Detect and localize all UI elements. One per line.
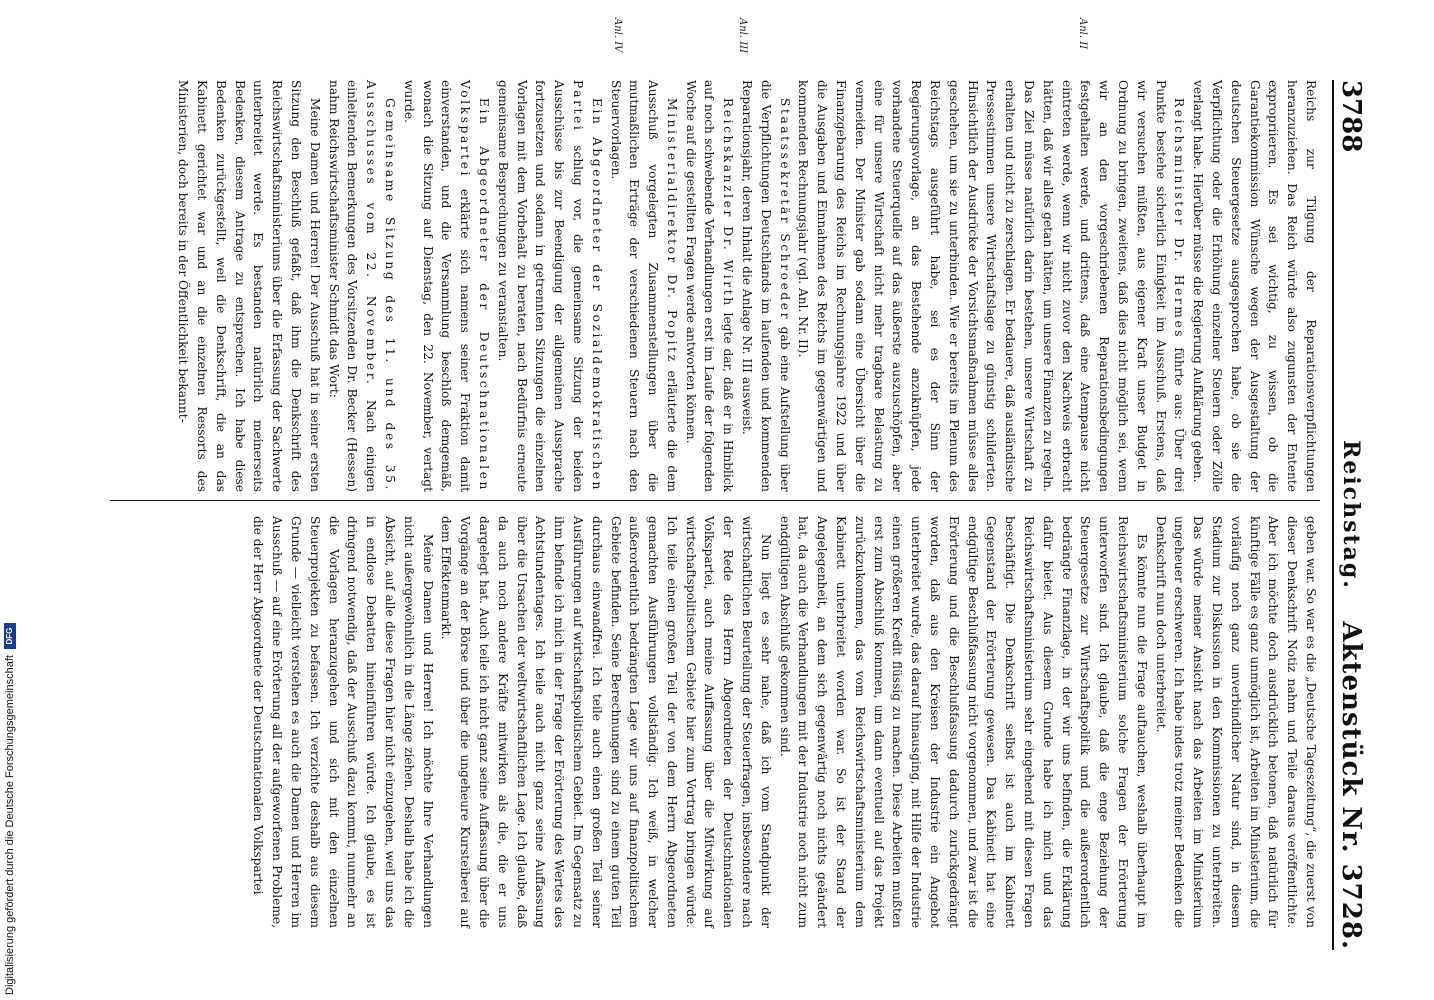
digitization-credit <box>4 623 16 995</box>
paragraph-text: erklärte sich namens seiner Fraktion damit einverstanden, und die Versammlung beschloß demgemäß, wonach die Sitzung auf Dienstag, den 22. November, vertagt wurde. <box>401 80 473 492</box>
speaker-name: Staatssekretär Schroeder <box>777 98 792 322</box>
header-title: Reichstag. <box>1338 440 1364 590</box>
paragraph: Es könnte nun die Frage auftauchen, weshalb überhaupt im Reichswirtschaftsministerium solche Fragen der Erörterung unterworfen sind. Ich glaube, daß die enge Beziehung der Steuergesetze zur Wirtschaftspolitik und die außerordentlich bedrängte Finanzlage, in der wir uns befinden, die Erklärung dafür bietet. Aus diesem Grunde habe ich mich und das Reichswirtschaftsministerium sehr eingehend mit diesen Fragen beschäftigt. Die Denkschrift selbst ist auch im Kabinett Gegenstand der Erörterung gewesen. Das Kabinett hat eine endgültige Beschlußfassung nicht vorgenommen, und zwar ist die Erörterung und die Beschlußfassung dadurch zurückgedrängt worden, daß aus den Kreisen der Industrie ein Angebot unterbreitet wurde, das darauf hinausging, mit Hilfe der Industrie einen größeren Kredit flüssig zu machen. Diese Arbeiten mußten erst zum Abschluß kommen, um dann eventuell auf das Projekt zurückzukommen, das vom Reichswirtschaftsministerium dem Kabinett unterbreitet worden war. So ist der Stand der Angelegenheit, an dem sich gegenwärtig noch nichts geändert hat, da auch die Verhandlungen mit der Industrie noch nicht zum endgültigen Abschluß gekommen sind. <box>777 516 1149 928</box>
paragraph: Meine Damen und Herren! Der Ausschuß hat in seiner ersten Sitzung den Beschluß gefaßt, daß ihm die Denkschrift des Reichswirtschaftsministeriums über die Erfassung der Sachwerte unterbreitet werde. Es bestanden natürlich meinerseits Bedenken, diesem Antrage zu entsprechen. Ich habe diese Bedenken zurückgestellt, weil die Denkschrift, die an das Kabinett gerichtet war und an die einzelnen Ressorts des Ministerien, doch bereits in der Öffentlichkeit bekannt- <box>176 80 322 492</box>
paragraph-text: Nach einigen einleitenden Bemerkungen des Vorsitzenden Dr. Becker (Hessen) nahm Reichswirtschaftsminister Schmidt das Wort: <box>326 80 379 493</box>
paragraph-text: schlug vor, die gemeinsame Sitzung der beiden Ausschüsse bis zur Beendigung der allgemeinen Aussprache fortzusetzen und sodann in getrennten Sitzungen die einzelnen Vorlagen mit dem Vorbehalt zu beraten, nach Bedürfnis erneute gemeinsame Besprechungen zu veranstalten. <box>495 80 585 492</box>
paragraph-text: gab eine Aufstellung über die Verpflichtungen Deutschlands im laufenden und kommenden Reparationsjahr, deren Inhalt die Anlage Nr. III ausweist. <box>740 80 792 493</box>
document-page <box>95 0 1380 1000</box>
speaker-name: Ministerialdirektor Dr. Popitz <box>664 98 679 364</box>
paragraph: Meine Damen und Herren! Ich möchte Ihre Verhandlungen nicht außergewöhnlich in die Länge ziehen. Deshalb habe ich die Absicht, auf alle diese Fragen hier nicht einzugehen, weil uns das in endlose Debatten hineinführen würde. Ich glaube, es ist dringend notwendig, daß der Ausschuß dazu kommt, nunmehr an die Vorlagen heranzugehen und sich mit den einzelnen Steuerprojekten zu befassen. Ich verzichte deshalb aus diesem Grunde — vielleicht verstehen es auch die Damen und Herren im Ausschuß — auf eine Erörterung all der aufgeworfenen Probleme, die der Herr Abgeordnete der Deutschnationalen Volkspartei <box>251 516 435 928</box>
paragraph <box>493 80 606 492</box>
paragraph-text: führte aus: Über drei Punkte bestehe sicherlich Einigkeit im Ausschuß. Erstens, daß wir versuchen müßten, aus eigener Kraft unser Budget in Ordnung zu bringen, zweitens, daß dies nicht möglich sei, wenn wir an den vorgeschriebenen Reparationsbedingungen festgehalten werde, und drittens, daß eine Atempause nicht eintreten werde, wenn wir nicht zuvor den Nachweis erbracht hätten, daß wir alles getan hätten, um unsere Finanzen zu regeln. Das Ziel müsse natürlich darin bestehen, unsere Wirtschaft zu erhalten und nicht zu zerschlagen. Er bedauere, daß ausländische Pressestimmen unsere Wirtschaftslage zu günstig schilderten. Hinsichtlich der Ausdrücke der Vorsichtsmaßnahmen müsse alles geschehen, um sie zu unterbinden. Wie er bereits im Plenum des Reichstags ausgeführt habe, sei es der Sinn der Regierungsvorlage, an das Bestehende anzuknüpfen, jede vorhandene Steuerquelle auf das äußerste auszuschöpfen, aber eine für unsere Wirtschaft nicht mehr tragbare Belastung zu vermeiden. Der Minister gab sodann eine Übersicht über die Finanzgebarung des Reichs im Rechnungsjahre 1922 und über die Ausgaben und Einnahmen des Reichs im gegenwärtigen und kommenden Rechnungsjahr (vgl. Anl. Nr. II). <box>796 80 1187 493</box>
page-header <box>1332 80 1374 950</box>
paragraph-text: erläuterte die dem Ausschuß vorgelegten Zusammenstellungen über die mutmaßlichen Erträge der verschiedenen Steuern nach den Steuervorlagen. <box>608 80 679 492</box>
dfg-logo: DFG <box>4 623 16 649</box>
margin-note: Anl. II <box>1077 18 1088 50</box>
page-number: 3788 <box>1336 80 1366 153</box>
column-divider <box>110 500 1320 501</box>
paragraph <box>737 80 793 492</box>
paragraph: Nun liegt es sehr nahe, daß ich vom Standpunkt der wirtschaftlichen Beurteilung der Steuerfragen, insbesondere nach der Rede des Herrn Abgeordneten der Deutschnationalen Volkspartei, auch meine Auffassung über die Mitwirkung auf wirtschaftspolitischem Gebiete hier zum Vortrag bringen würde. Ich teile einen großen Teil der von dem Herrn Abgeordneten gemachten Ausführungen vollständig. Ich weiß, in welcher außerordentlich bedrängten Lage wir uns auf finanzpolitischem Gebiete befinden. Seine Berechnungen sind zu einem guten Teil durchaus einwandfrei. Ich teile auch einen großen Teil seiner Ausführungen auf wirtschaftspolitischem Gebiet. Im Gegensatz zu ihm befinde ich mich in der Frage der Erörterung des Wertes des Achtstundentages. Ich teile auch nicht ganz seine Auffassung über die Ursachen der weltwirtschaftlichen Lage. Ich glaube, daß da auch noch andere Kräfte mitwirken als die, die er uns dargelegt hat. Auch teile ich nicht ganz seine Auffassung über die Vorgänge an der Börse und über die ungeheure Kursteiberei auf dem Effektenmarkt. <box>439 516 773 928</box>
paragraph <box>399 80 493 492</box>
paragraph <box>324 80 399 492</box>
speaker-name: Reichsminister Dr. Hermes <box>1172 98 1187 340</box>
paragraph-text: legte dar, daß er in Hinblick auf noch schwebende Verhandlungen erst im Laufe der folgenden Woche auf die gestellten Fragen werde antworten können. <box>683 80 736 492</box>
speaker-name: Ein Abgeordneter der Deutschnationalen Volkspartei <box>458 80 491 492</box>
paragraph: Reichs zur Tilgung der Reparationsverpflichtungen heranzuziehen. Das Reich würde also zugunsten der Entente expropriieren. Es sei wichtig, zu wissen, ob die Garantiekommission Wünsche wegen der Ausgestaltung der deutschen Steuergesetze ausgesprochen habe, ob sie die Verpflichtung oder die Erhöhung einzelner Steuern oder Zölle verlangt habe. Hierüber müsse die Regierung Aufklärung geben. <box>1191 80 1318 492</box>
paragraph <box>606 80 681 492</box>
credit-text: Digitalisierung gefördert durch die Deutsche Forschungsgemeinschaft <box>4 655 16 995</box>
paragraph <box>681 80 737 492</box>
session-heading: Gemeinsame Sitzung des 11. und des 35. Ausschusses vom 22. November. <box>364 80 397 492</box>
paragraph <box>794 80 1189 492</box>
document-title: Aktenstück Nr. 3728. <box>1336 621 1366 950</box>
speaker-name: Reichskanzler Dr. Wirth <box>721 98 736 308</box>
margin-note: Anl. IV <box>612 18 623 53</box>
speaker-name: Ein Abgeordneter der Sozialdemokratischen Partei <box>570 80 604 492</box>
left-column <box>173 80 1320 492</box>
right-column <box>249 516 1320 928</box>
paragraph: geben war. So war es die „Deutsche Tageszeitung“, die zuerst von dieser Denkschrift Notiz nahm und Teile daraus veröffentlichte. Aber ich möchte doch ausdrücklich betonen, daß natürlich für künftige Fälle es ganz unmöglich ist, Arbeiten im Ministerium, die vorläufig noch ganz unverbindlicher Natur sind, in diesem Stadium zur Diskussion in den Kommissionen zu unterbreiten. Das würde meiner Ansicht nach das Arbeiten im Ministerium ungeheuer erschweren. Ich habe indes trotz meiner Bedenken die Denkschrift nun doch unterbreitet. <box>1153 516 1318 928</box>
margin-note: Anl. III <box>737 18 748 54</box>
